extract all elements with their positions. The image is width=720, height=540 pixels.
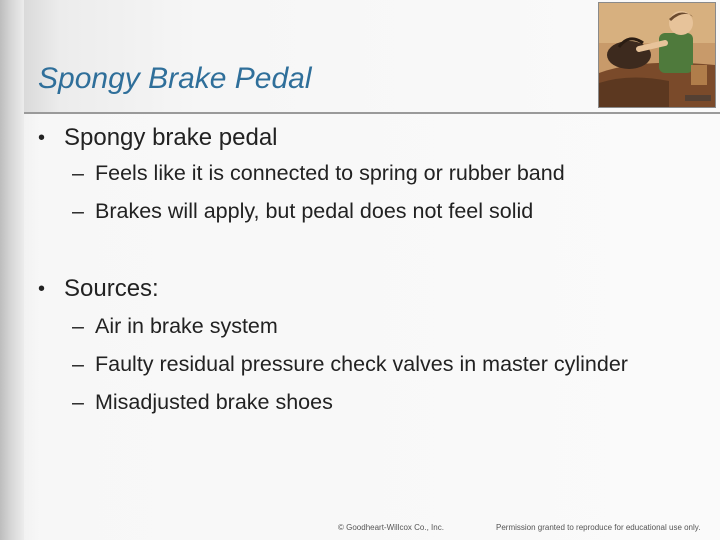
sub-bullet-marker: – bbox=[72, 314, 84, 338]
bullet-text: Spongy brake pedal bbox=[64, 124, 278, 151]
title-divider bbox=[24, 112, 720, 114]
bullet-item bbox=[38, 122, 698, 154]
sub-bullet-item bbox=[38, 387, 698, 418]
bullet-text: Sources: bbox=[64, 275, 159, 302]
sub-bullet-text: Brakes will apply, but pedal does not feel solid bbox=[95, 199, 534, 223]
bullet-marker: • bbox=[38, 127, 46, 149]
sub-bullet-item bbox=[38, 349, 698, 380]
sub-bullet-marker: – bbox=[72, 390, 84, 414]
driver-in-car-illustration-icon bbox=[598, 2, 716, 108]
sub-bullet-text: Feels like it is connected to spring or rubber band bbox=[95, 161, 565, 185]
sub-bullet-item bbox=[38, 311, 698, 342]
bullet-marker: • bbox=[38, 278, 46, 300]
bullet-item bbox=[38, 273, 698, 305]
left-accent-strip bbox=[0, 0, 24, 540]
sub-bullet-marker: – bbox=[72, 352, 84, 376]
sub-bullet-item bbox=[38, 196, 698, 227]
sub-bullet-text: Misadjusted brake shoes bbox=[95, 390, 333, 414]
sub-bullet-marker: – bbox=[72, 199, 84, 223]
permission-footer: Permission granted to reproduce for educational use only. bbox=[496, 523, 701, 532]
copyright-footer: © Goodheart-Willcox Co., Inc. bbox=[338, 523, 444, 532]
sub-bullet-text: Faulty residual pressure check valves in master cylinder bbox=[95, 352, 628, 376]
slide-title: Spongy Brake Pedal bbox=[38, 62, 312, 95]
sub-bullet-marker: – bbox=[72, 161, 84, 185]
sub-bullet-item bbox=[38, 158, 698, 189]
sub-bullet-text: Air in brake system bbox=[95, 314, 278, 338]
bullet-list bbox=[38, 122, 698, 418]
